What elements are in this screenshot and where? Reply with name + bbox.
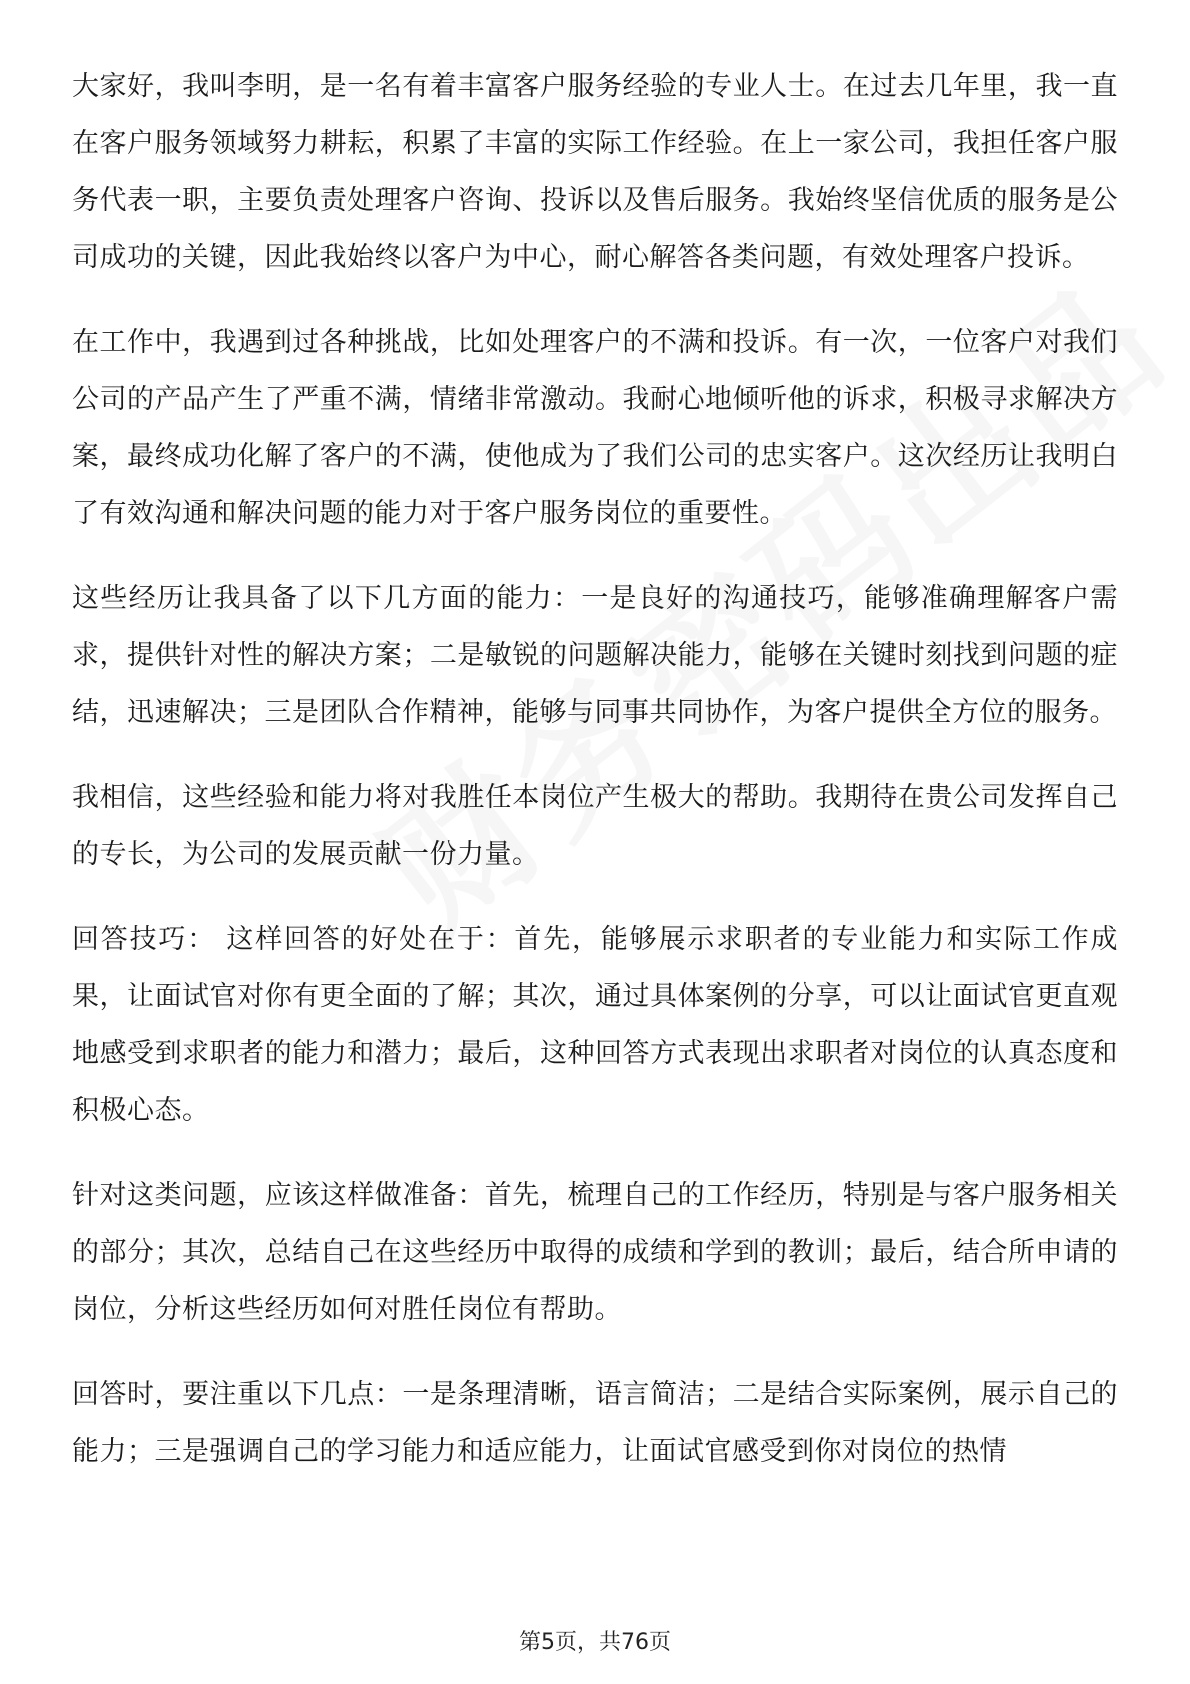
paragraph-abilities: 这些经历让我具备了以下几方面的能力：一是良好的沟通技巧，能够准确理解客户需求，提供针对性的解决方案；二是敏锐的问题解决能力，能够在关键时刻找到问题的症结，迅速解决；三是团队合作精神，能够与同事共同协作，为客户提供全方位的服务。 bbox=[72, 583, 1118, 728]
paragraph-preparation: 针对这类问题，应该这样做准备：首先，梳理自己的工作经历，特别是与客户服务相关的部分；其次，总结自己在这些经历中取得的成绩和学到的教训；最后，结合所申请的岗位，分析这些经历如何对胜任岗位有帮助。 bbox=[72, 1180, 1118, 1325]
paragraph-intro: 大家好，我叫李明，是一名有着丰富客户服务经验的专业人士。在过去几年里，我一直在客户服务领域努力耕耘，积累了丰富的实际工作经验。在上一家公司，我担任客户服务代表一职，主要负责处理客户咨询、投诉以及售后服务。我始终坚信优质的服务是公司成功的关键，因此我始终以客户为中心，耐心解答各类问题，有效处理客户投诉。 bbox=[72, 71, 1118, 273]
paragraph-key-points: 回答时，要注重以下几点：一是条理清晰，语言简洁；二是结合实际案例，展示自己的能力；三是强调自己的学习能力和适应能力，让面试官感受到你对岗位的热情 bbox=[72, 1379, 1118, 1467]
page-number: 第5页，共76页 bbox=[519, 1630, 671, 1655]
paragraph-belief: 我相信，这些经验和能力将对我胜任本岗位产生极大的帮助。我期待在贵公司发挥自己的专长，为公司的发展贡献一份力量。 bbox=[72, 782, 1118, 870]
paragraph-answer-tips: 回答技巧： 这样回答的好处在于：首先，能够展示求职者的专业能力和实际工作成果，让面试官对你有更全面的了解；其次，通过具体案例的分享，可以让面试官更直观地感受到求职者的能力和潜力；最后，这种回答方式表现出求职者对岗位的认真态度和积极心态。 bbox=[72, 924, 1118, 1126]
paragraph-challenge: 在工作中，我遇到过各种挑战，比如处理客户的不满和投诉。有一次，一位客户对我们公司的产品产生了严重不满，情绪非常激动。我耐心地倾听他的诉求，积极寻求解决方案，最终成功化解了客户的不满，使他成为了我们公司的忠实客户。这次经历让我明白了有效沟通和解决问题的能力对于客户服务岗位的重要性。 bbox=[72, 327, 1118, 529]
document-body bbox=[72, 58, 1118, 1508]
